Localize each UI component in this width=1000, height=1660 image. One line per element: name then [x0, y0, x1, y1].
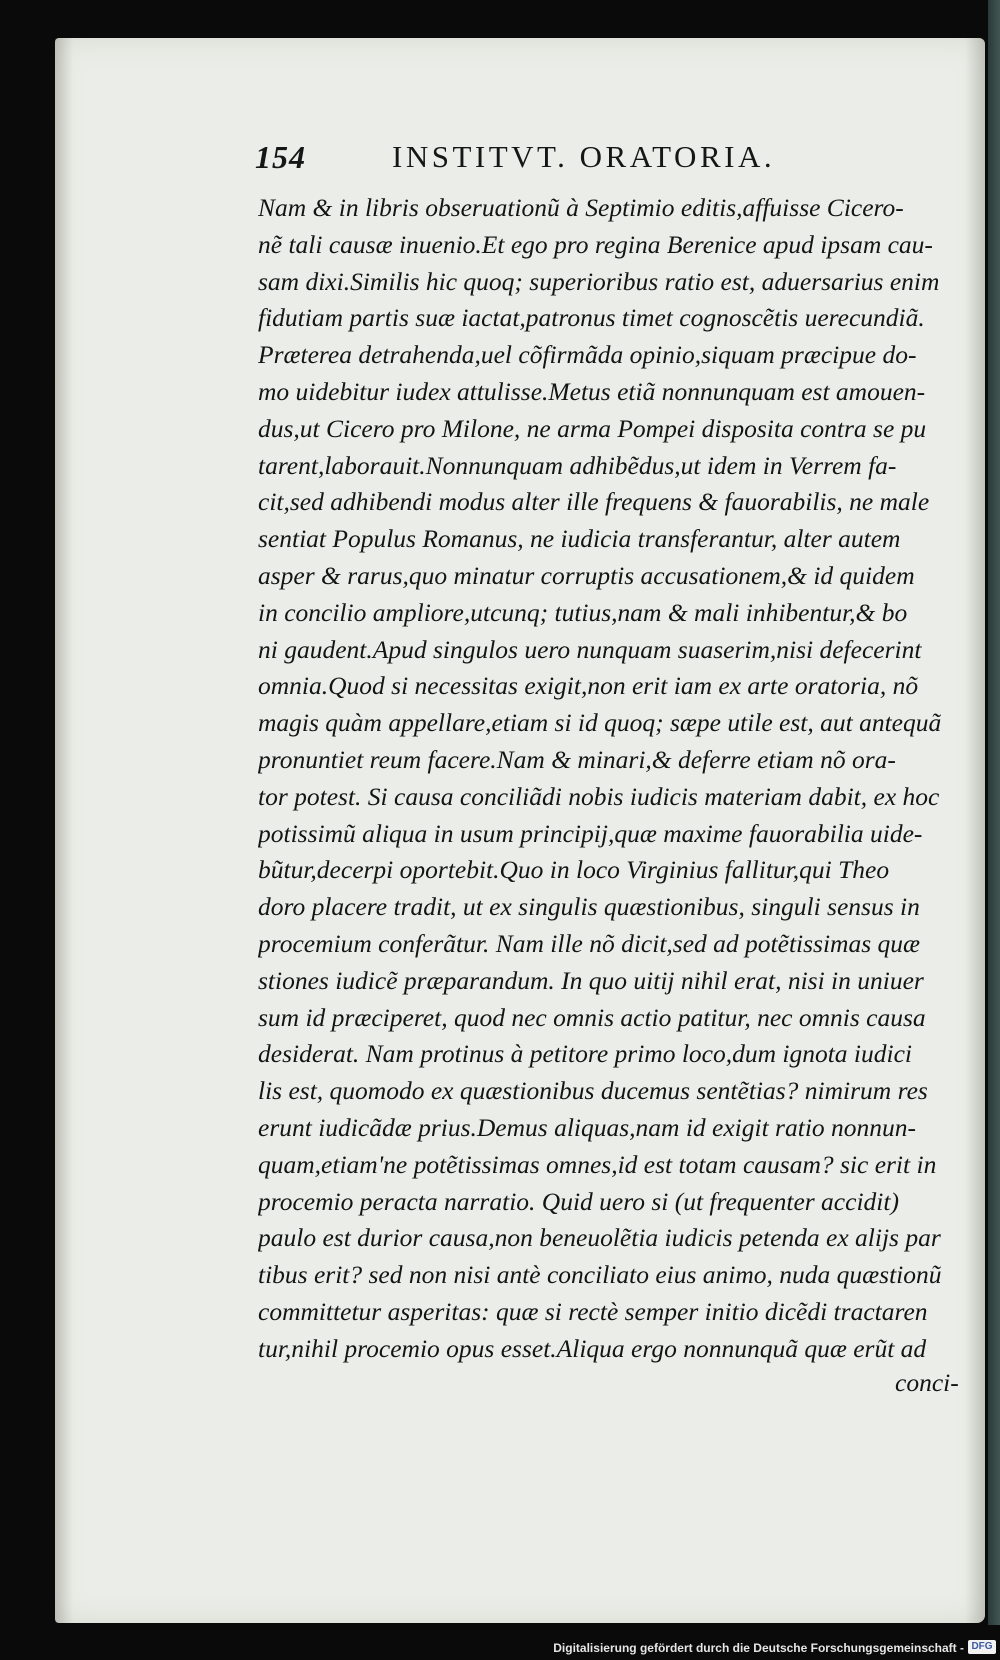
text-line: Præterea detrahenda,uel cõfirmãda opinio,siquam præcipue do-: [258, 340, 917, 370]
text-line: dus,ut Cicero pro Milone, ne arma Pompei disposita contra se pu: [258, 413, 927, 443]
text-line: ni gaudent.Apud singulos uero nunquam suaserim,nisi defecerint: [258, 634, 922, 664]
text-line: quam,etiam'ne potẽtissimas omnes,id est totam causam? sic erit in: [258, 1149, 937, 1179]
footer-bar: [0, 1636, 1000, 1660]
text-line: erunt iudicãdæ prius.Demus aliquas,nam id exigit ratio nonnun-: [258, 1112, 917, 1142]
text-line: cit,sed adhibendi modus alter ille frequens & fauorabilis, ne male: [258, 487, 930, 517]
text-line: tur,nihil procemio opus esset.Aliqua ergo nonnunquã quæ erũt ad: [258, 1333, 927, 1363]
text-line: pronuntiet reum facere.Nam & minari,& deferre etiam nõ ora-: [258, 744, 896, 774]
text-line: paulo est durior causa,non beneuolẽtia iudicis petenda ex alijs par: [258, 1223, 941, 1253]
text-line: in concilio ampliore,utcunq; tutius,nam & mali inhibentur,& bo: [258, 597, 908, 627]
text-line: potissimũ aliqua in usum principij,quæ maxime fauorabilia uide-: [258, 818, 923, 848]
text-line: lis est, quomodo ex quæstionibus ducemus sentẽtias? nimirum res: [258, 1076, 928, 1106]
text-line: doro placere tradit, ut ex singulis quæstionibus, singuli sensus in: [258, 892, 920, 922]
text-line: mo uidebitur iudex attulisse.Metus etiã nonnunquam est amouen-: [258, 376, 926, 406]
text-line: nẽ tali causæ inuenio.Et ego pro regina Berenice apud ipsam cau-: [258, 229, 933, 259]
text-line: bũtur,decerpi oportebit.Quo in loco Virginius fallitur,qui Theo: [258, 855, 890, 885]
text-line: sentiat Populus Romanus, ne iudicia transferantur, alter autem: [258, 524, 901, 554]
text-line: sam dixi.Similis hic quoq; superioribus ratio est, aduersarius enim: [258, 266, 940, 296]
text-line: magis quàm appellare,etiam si id quoq; sæpe utile est, aut antequã: [258, 708, 942, 738]
adjacent-page-edge: [988, 0, 1000, 1625]
page-edge-shadow: [965, 38, 985, 1623]
spine-shadow: [55, 38, 73, 1623]
text-line: committetur asperitas: quæ si rectè semper initio dicẽdi tractaren: [258, 1296, 928, 1326]
text-line: desiderat. Nam protinus à petitore primo loco,dum ignota iudici: [258, 1039, 912, 1069]
body-text: [258, 190, 960, 1368]
text-line: stiones iudicẽ præparandum. In quo uitij nihil erat, nisi in uniuer: [258, 965, 924, 995]
page-number: 154: [255, 139, 306, 175]
text-line: omnia.Quod si necessitas exigit,non erit iam ex arte oratoria, nõ: [258, 671, 919, 701]
text-line: tarent,laborauit.Nonnunquam adhibẽdus,ut idem in Verrem fa-: [258, 450, 897, 480]
catchword: conci-: [895, 1368, 959, 1397]
text-line: procemio peracta narratio. Quid uero si (ut frequenter accidit): [258, 1186, 899, 1216]
dfg-logo: DFG: [968, 1640, 996, 1654]
text-line: Nam & in libris obseruationũ à Septimio editis,affuisse Cicero-: [258, 193, 904, 222]
text-line: asper & rarus,quo minatur corruptis accusationem,& id quidem: [258, 560, 915, 590]
page-header: [255, 135, 895, 181]
text-line: tibus erit? sed non nisi antè conciliato eius animo, nuda quæstionũ: [258, 1260, 942, 1290]
running-head: INSTITVT. ORATORIA.: [392, 139, 776, 174]
text-line: sum id præciperet, quod nec omnis actio patitur, nec omnis causa: [258, 1002, 926, 1032]
funding-credit: Digitalisierung gefördert durch die Deutsche Forschungsgemeinschaft -: [553, 1641, 964, 1655]
text-line: procemium conferãtur. Nam ille nõ dicit,sed ad potẽtissimas quæ: [258, 928, 921, 958]
text-line: tor potest. Si causa conciliãdi nobis iudicis materiam dabit, ex hoc: [258, 781, 940, 811]
text-line: fidutiam partis suæ iactat,patronus timet cognoscẽtis uerecundiã.: [258, 303, 925, 333]
